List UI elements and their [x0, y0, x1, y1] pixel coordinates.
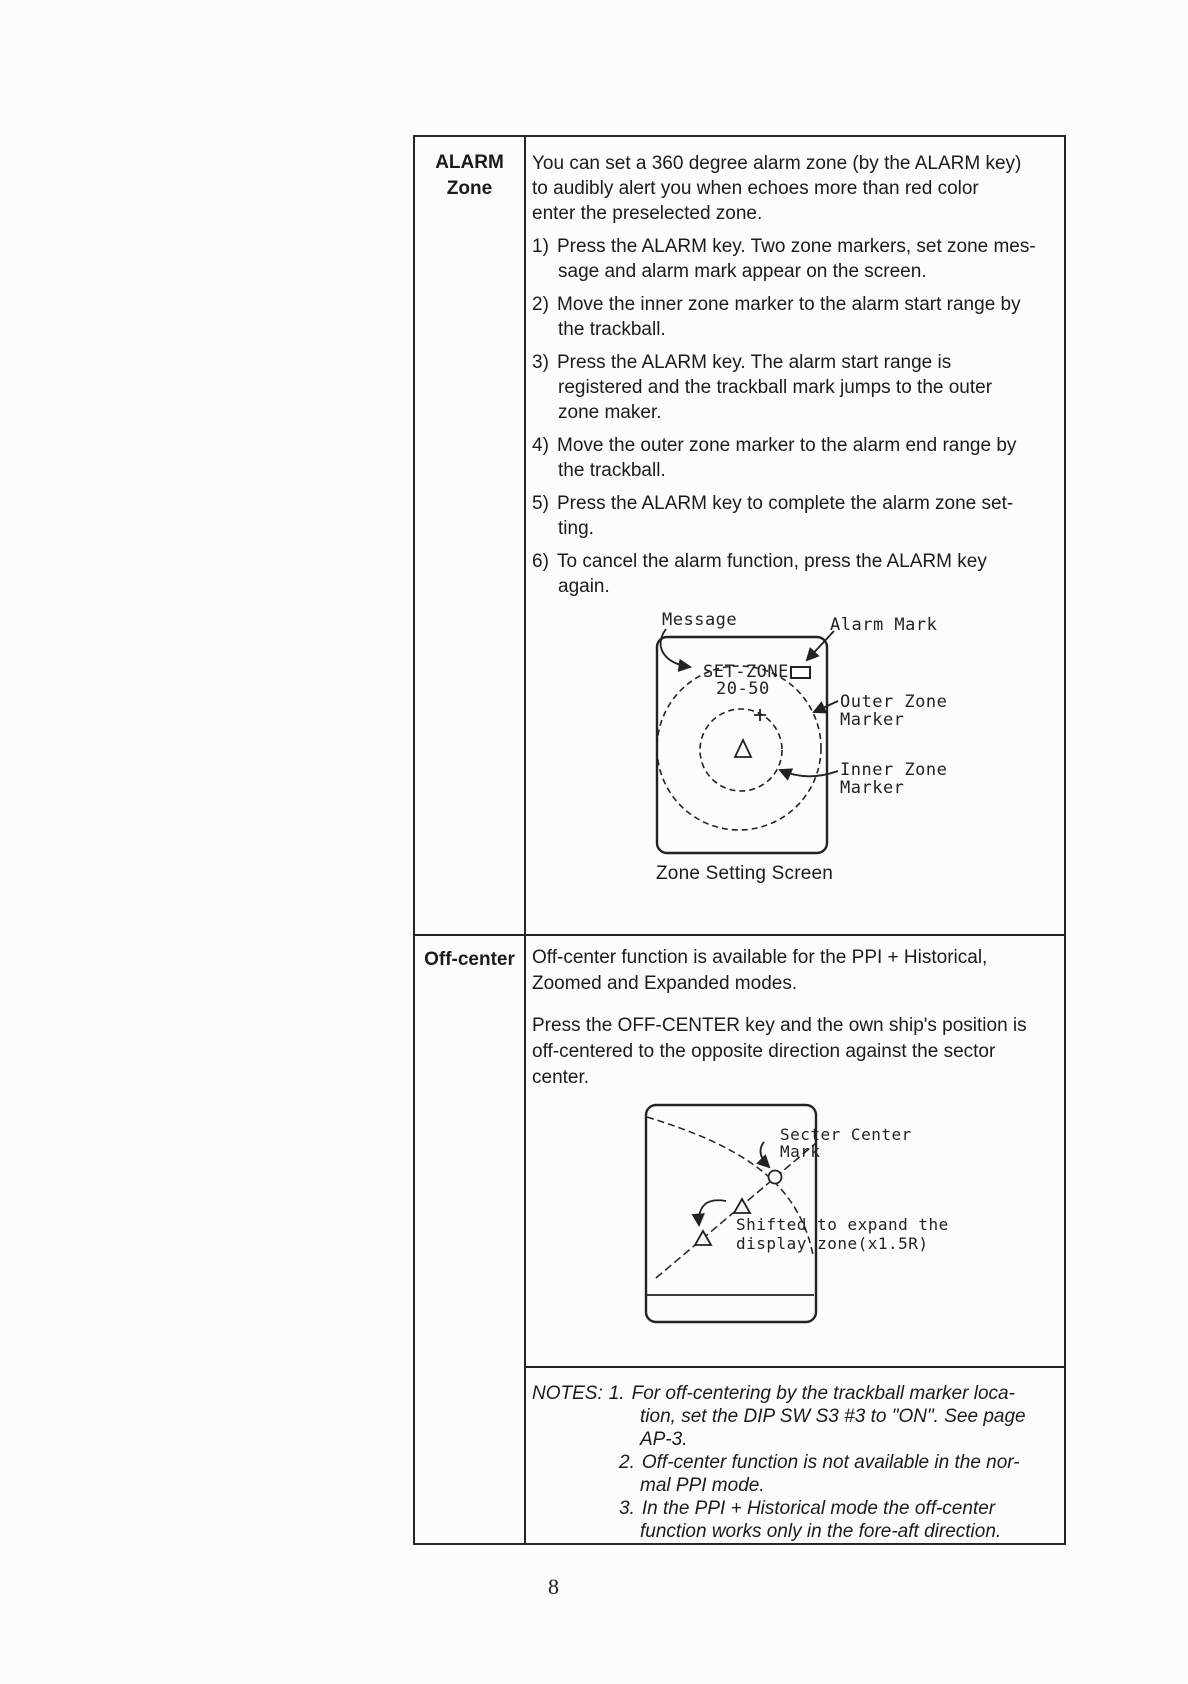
- step-item-3: [532, 350, 1036, 425]
- step-item-5: [532, 491, 1036, 541]
- own-ship-triangle-icon: [735, 740, 751, 757]
- note-number: 2.: [619, 1452, 635, 1473]
- trackball-cross-icon: [754, 709, 766, 721]
- alarm-zone-label-cell: [415, 137, 526, 934]
- message-label: Message: [662, 610, 738, 630]
- step-text-cont: the trackball.: [558, 460, 666, 481]
- inner-zone-circle: [700, 709, 782, 791]
- off-center-row: [415, 936, 1064, 1543]
- note-item-3: [532, 1497, 1060, 1520]
- shift-label-line1: Shifted to expand the: [736, 1215, 949, 1234]
- note-item-2: [532, 1451, 1060, 1474]
- step-text: Press the ALARM key. The alarm start range is: [557, 352, 952, 373]
- step-text: Press the ALARM key to complete the alarm zone set-: [557, 493, 1014, 514]
- para-line: off-centered to the opposite direction against the sector: [532, 1041, 996, 1062]
- off-center-paragraph-2: [532, 1013, 1058, 1091]
- sector-center-label-line2: Mark: [780, 1142, 821, 1161]
- ship-position-triangle-after: [695, 1231, 711, 1245]
- notes-prefix: NOTES:: [532, 1383, 603, 1404]
- inner-zone-marker-label-line1: Inner Zone: [840, 760, 948, 780]
- step-text: To cancel the alarm function, press the ALARM key: [557, 551, 987, 572]
- step-number: 3): [532, 352, 549, 373]
- step-text-cont: sage and alarm mark appear on the screen.: [558, 261, 927, 282]
- alarm-zone-row: [415, 137, 1064, 936]
- step-number: 2): [532, 294, 549, 315]
- note-text-cont: function works only in the fore-aft direction.: [640, 1521, 1002, 1542]
- off-center-paragraph-1: [532, 945, 1058, 997]
- step-number: 1): [532, 236, 549, 257]
- off-center-label: Off-center: [424, 949, 515, 970]
- notes-cell: [526, 1366, 1064, 1543]
- shift-label-line2: display zone(x1.5R): [736, 1234, 929, 1253]
- para-line: Off-center function is available for the PPI + Historical,: [532, 947, 988, 968]
- note-text: Off-center function is not available in the nor-: [641, 1452, 1020, 1473]
- off-center-label-cell: [415, 936, 526, 1543]
- step-text: Move the inner zone marker to the alarm start range by: [557, 294, 1021, 315]
- shift-arrow: [699, 1200, 726, 1225]
- page-number: 8: [548, 1574, 559, 1599]
- intro-line: to audibly alert you when echoes more than red color: [532, 178, 979, 199]
- step-item-2: [532, 292, 1036, 342]
- settings-table: [413, 135, 1066, 1545]
- note-text: For off-centering by the trackball marker loca-: [631, 1383, 1015, 1404]
- note-text-cont: AP-3.: [640, 1429, 688, 1450]
- step-text: Press the ALARM key. Two zone markers, set zone mes-: [557, 236, 1036, 257]
- set-zone-text: SET-ZONE: [703, 662, 789, 682]
- zone-range-text: 20-50: [716, 679, 770, 699]
- zone-diagram-caption: Zone Setting Screen: [656, 863, 834, 884]
- step-text-cont: again.: [558, 576, 610, 597]
- off-center-right-column: [526, 936, 1064, 1543]
- zone-setting-diagram: [578, 595, 998, 895]
- step-text: Move the outer zone marker to the alarm end range by: [557, 435, 1017, 456]
- step-item-4: [532, 433, 1036, 483]
- step-text-cont: the trackball.: [558, 319, 666, 340]
- alarm-mark-icon: [791, 667, 810, 678]
- outer-zone-marker-label-line1: Outer Zone: [840, 692, 948, 712]
- alarm-mark-arrow: [807, 631, 834, 660]
- step-item-1: [532, 234, 1036, 284]
- ship-position-triangle-before: [734, 1199, 750, 1213]
- alarm-label-line2: Zone: [446, 178, 493, 199]
- alarm-mark-label: Alarm Mark: [830, 615, 938, 635]
- alarm-intro-paragraph: [532, 151, 1036, 226]
- off-center-diagram: [598, 1100, 998, 1335]
- inner-marker-arrow: [780, 770, 838, 776]
- message-arrow: [661, 629, 690, 667]
- note-text-cont: mal PPI mode.: [640, 1475, 765, 1496]
- step-text-cont: ting.: [558, 518, 594, 539]
- sector-center-arrow: [760, 1142, 769, 1167]
- para-line: Zoomed and Expanded modes.: [532, 973, 798, 994]
- step-number: 4): [532, 435, 549, 456]
- off-center-content-cell: [526, 936, 1064, 1366]
- note-number: 3.: [619, 1498, 635, 1519]
- note-text-cont: tion, set the DIP SW S3 #3 to "ON". See page: [640, 1406, 1026, 1427]
- intro-line: You can set a 360 degree alarm zone (by the ALARM key): [532, 153, 1022, 174]
- para-line: center.: [532, 1067, 590, 1088]
- step-number: 5): [532, 493, 549, 514]
- alarm-zone-content-cell: [526, 137, 1042, 934]
- note-text: In the PPI + Historical mode the off-center: [641, 1498, 996, 1519]
- inner-zone-marker-label-line2: Marker: [840, 778, 905, 798]
- note-item-1: [532, 1382, 1060, 1405]
- step-item-6: [532, 549, 1036, 599]
- intro-line: enter the preselected zone.: [532, 203, 763, 224]
- step-text-cont: registered and the trackball mark jumps to the outer: [558, 377, 993, 398]
- outer-zone-marker-label-line2: Marker: [840, 710, 905, 730]
- para-line: Press the OFF-CENTER key and the own ship's position is: [532, 1015, 1027, 1036]
- step-text-cont: zone maker.: [558, 402, 662, 423]
- sector-center-label-line1: Secter Center: [780, 1125, 912, 1144]
- note-number: 1.: [608, 1383, 625, 1404]
- step-number: 6): [532, 551, 549, 572]
- sector-center-mark-icon: [769, 1171, 782, 1184]
- alarm-label-line1: ALARM: [435, 152, 504, 173]
